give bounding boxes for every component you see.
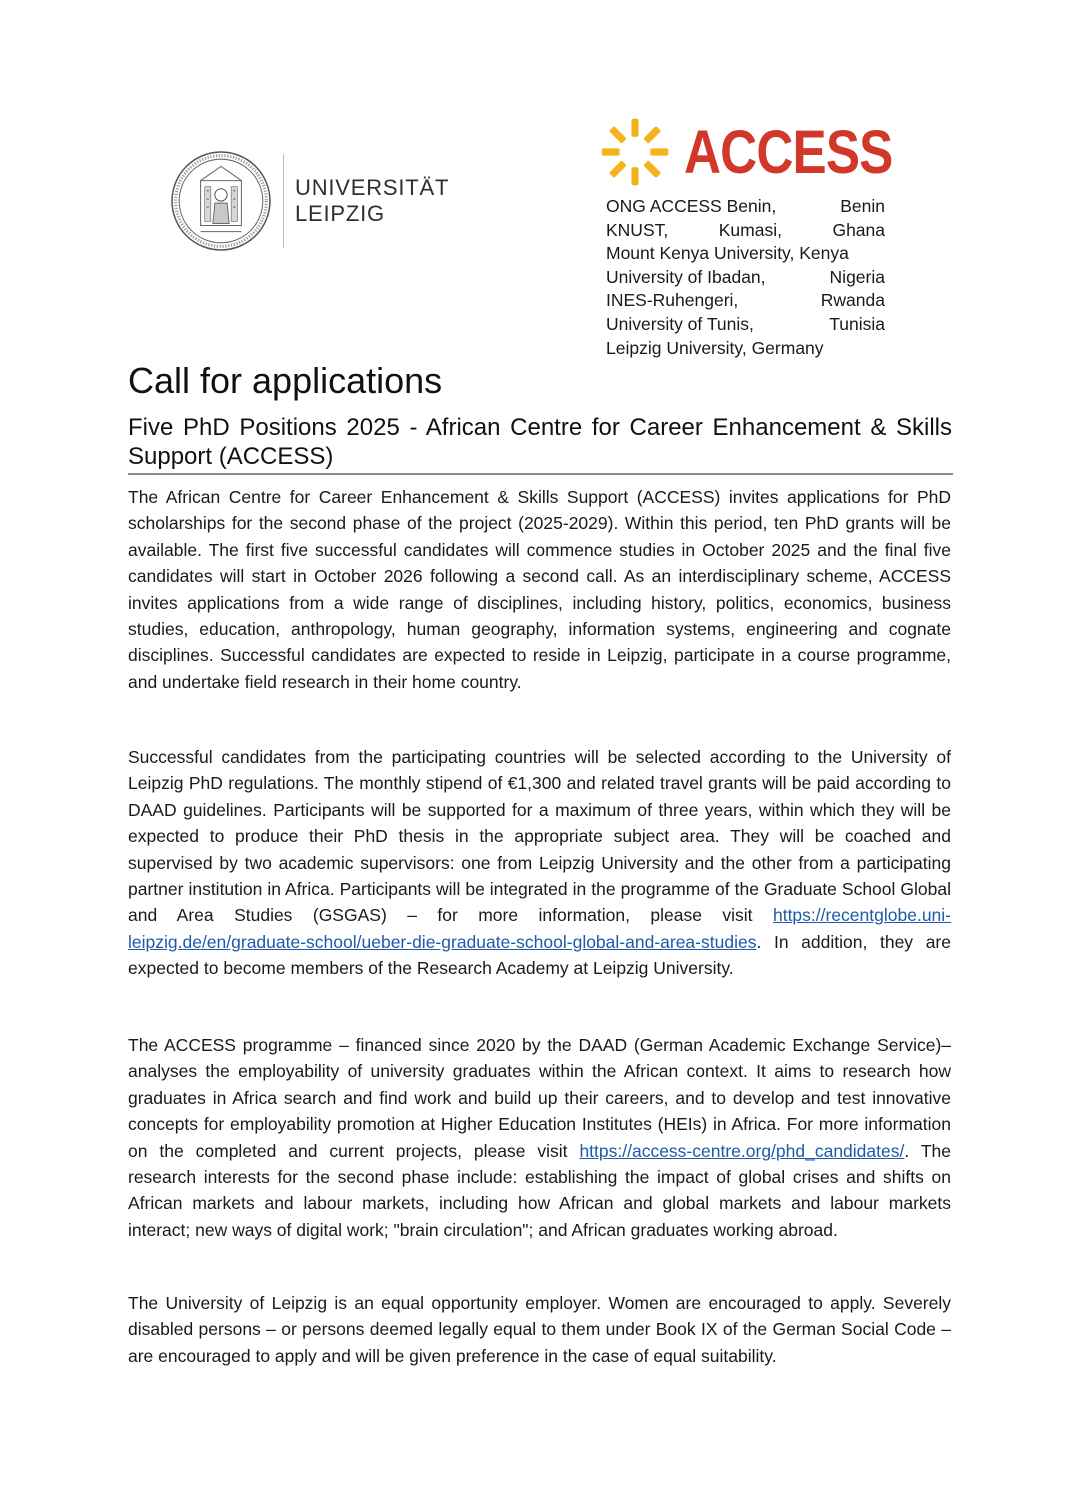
paragraph-intro: The African Centre for Career Enhancement & Skills Support (ACCESS) invites applications for PhD scholarships for the second phase of the project (2025-2029). Within this period, ten PhD grants will be available. The first five successful candidates will commence studies in October 2025 and the final five candidates will start in October 2026 following a second call. As an interdisciplinary scheme, ACCESS invites applications from a wide range of disciplines, including history, politics, economics, business studies, education, anthropology, human geography, information systems, engineering and cognate disciplines. Successful candidates are expected to reside in Leipzig, participate in a course programme, and undertake field research in their home country. xyxy=(128,487,951,692)
paragraph-selection: Successful candidates from the participating countries will be selected according to the University of Leipzig PhD regulations. The monthly stipend of €1,300 and related travel grants will be paid according to DAAD guidelines. Participants will be supported for a maximum of three years, within which they will be expected to produce their PhD thesis in the appropriate subject area. They will be coached and supervised by two academic supervisors: one from Leipzig University and the other from a participating partner institution in Africa. Participants will be integrated in the programme of the Graduate School Global and Area Studies (GSGAS) – for more information, please visit https://recentglobe.uni-leipzig.de/en/graduate-school/ueber-die-graduate-school-global-and-area-studies. In addition, they are expected to become members of the Research Academy at Leipzig University. xyxy=(128,747,951,979)
university-seal-icon xyxy=(170,150,272,252)
partner-line: University of Ibadan, Nigeria xyxy=(606,266,885,287)
logo-divider xyxy=(283,154,284,248)
page-subtitle: Five PhD Positions 2025 - African Centre for Career Enhancement & Skills Support (ACCESS) xyxy=(128,414,952,470)
access-wordmark: ACCESS xyxy=(684,118,893,186)
leipzig-university-logo xyxy=(170,150,449,252)
access-logo xyxy=(598,116,932,188)
paragraph-equal-opportunity: The University of Leipzig is an equal opportunity employer. Women are encouraged to apply. Severely disabled persons – or persons deemed legally equal to them under Book IX of the German Social Code – are encouraged to apply and will be given preference in the case of equal suitability. xyxy=(128,1293,951,1366)
partner-line: Mount Kenya University, Kenya xyxy=(606,243,849,264)
access-sunburst-icon xyxy=(598,116,672,188)
university-name-line1: UNIVERSITÄT xyxy=(295,175,450,200)
partner-list xyxy=(606,195,885,360)
paragraph-programme: The ACCESS programme – financed since 2020 by the DAAD (German Academic Exchange Service)– analyses the employability of university graduates within the African context. It aims to research how graduates in Africa search and find work and build up their careers, and to develop and test innovative concepts for employability promotion at Higher Education Institutes (HEIs) in Africa. For more information on the completed and current projects, please visit https://access-centre.org/phd_candidates/. The research interests for the second phase include: establishing the impact of global crises and shifts on African markets and labour markets, including how African and global markets and labour markets interact; new ways of digital work; "brain circulation"; and African graduates working abroad. xyxy=(128,1035,951,1240)
title-divider xyxy=(128,473,953,475)
partner-line: KNUST, Kumasi, Ghana xyxy=(606,219,885,240)
partner-line: INES-Ruhengeri, Rwanda xyxy=(606,290,885,311)
gsgas-link[interactable]: https://recentglobe.uni-leipzig.de/en/graduate-school/ueber-die-graduate-school-global-and-area-studies xyxy=(128,905,951,952)
partner-line: ONG ACCESS Benin, Benin xyxy=(606,196,885,216)
university-name-line2: LEIPZIG xyxy=(295,201,385,226)
access-candidates-link[interactable]: https://access-centre.org/phd_candidates/ xyxy=(579,1140,905,1161)
university-name xyxy=(295,175,449,227)
partner-line: University of Tunis, Tunisia xyxy=(606,313,885,334)
partner-line: Leipzig University, Germany xyxy=(606,337,824,358)
page-title: Call for applications xyxy=(128,360,443,401)
